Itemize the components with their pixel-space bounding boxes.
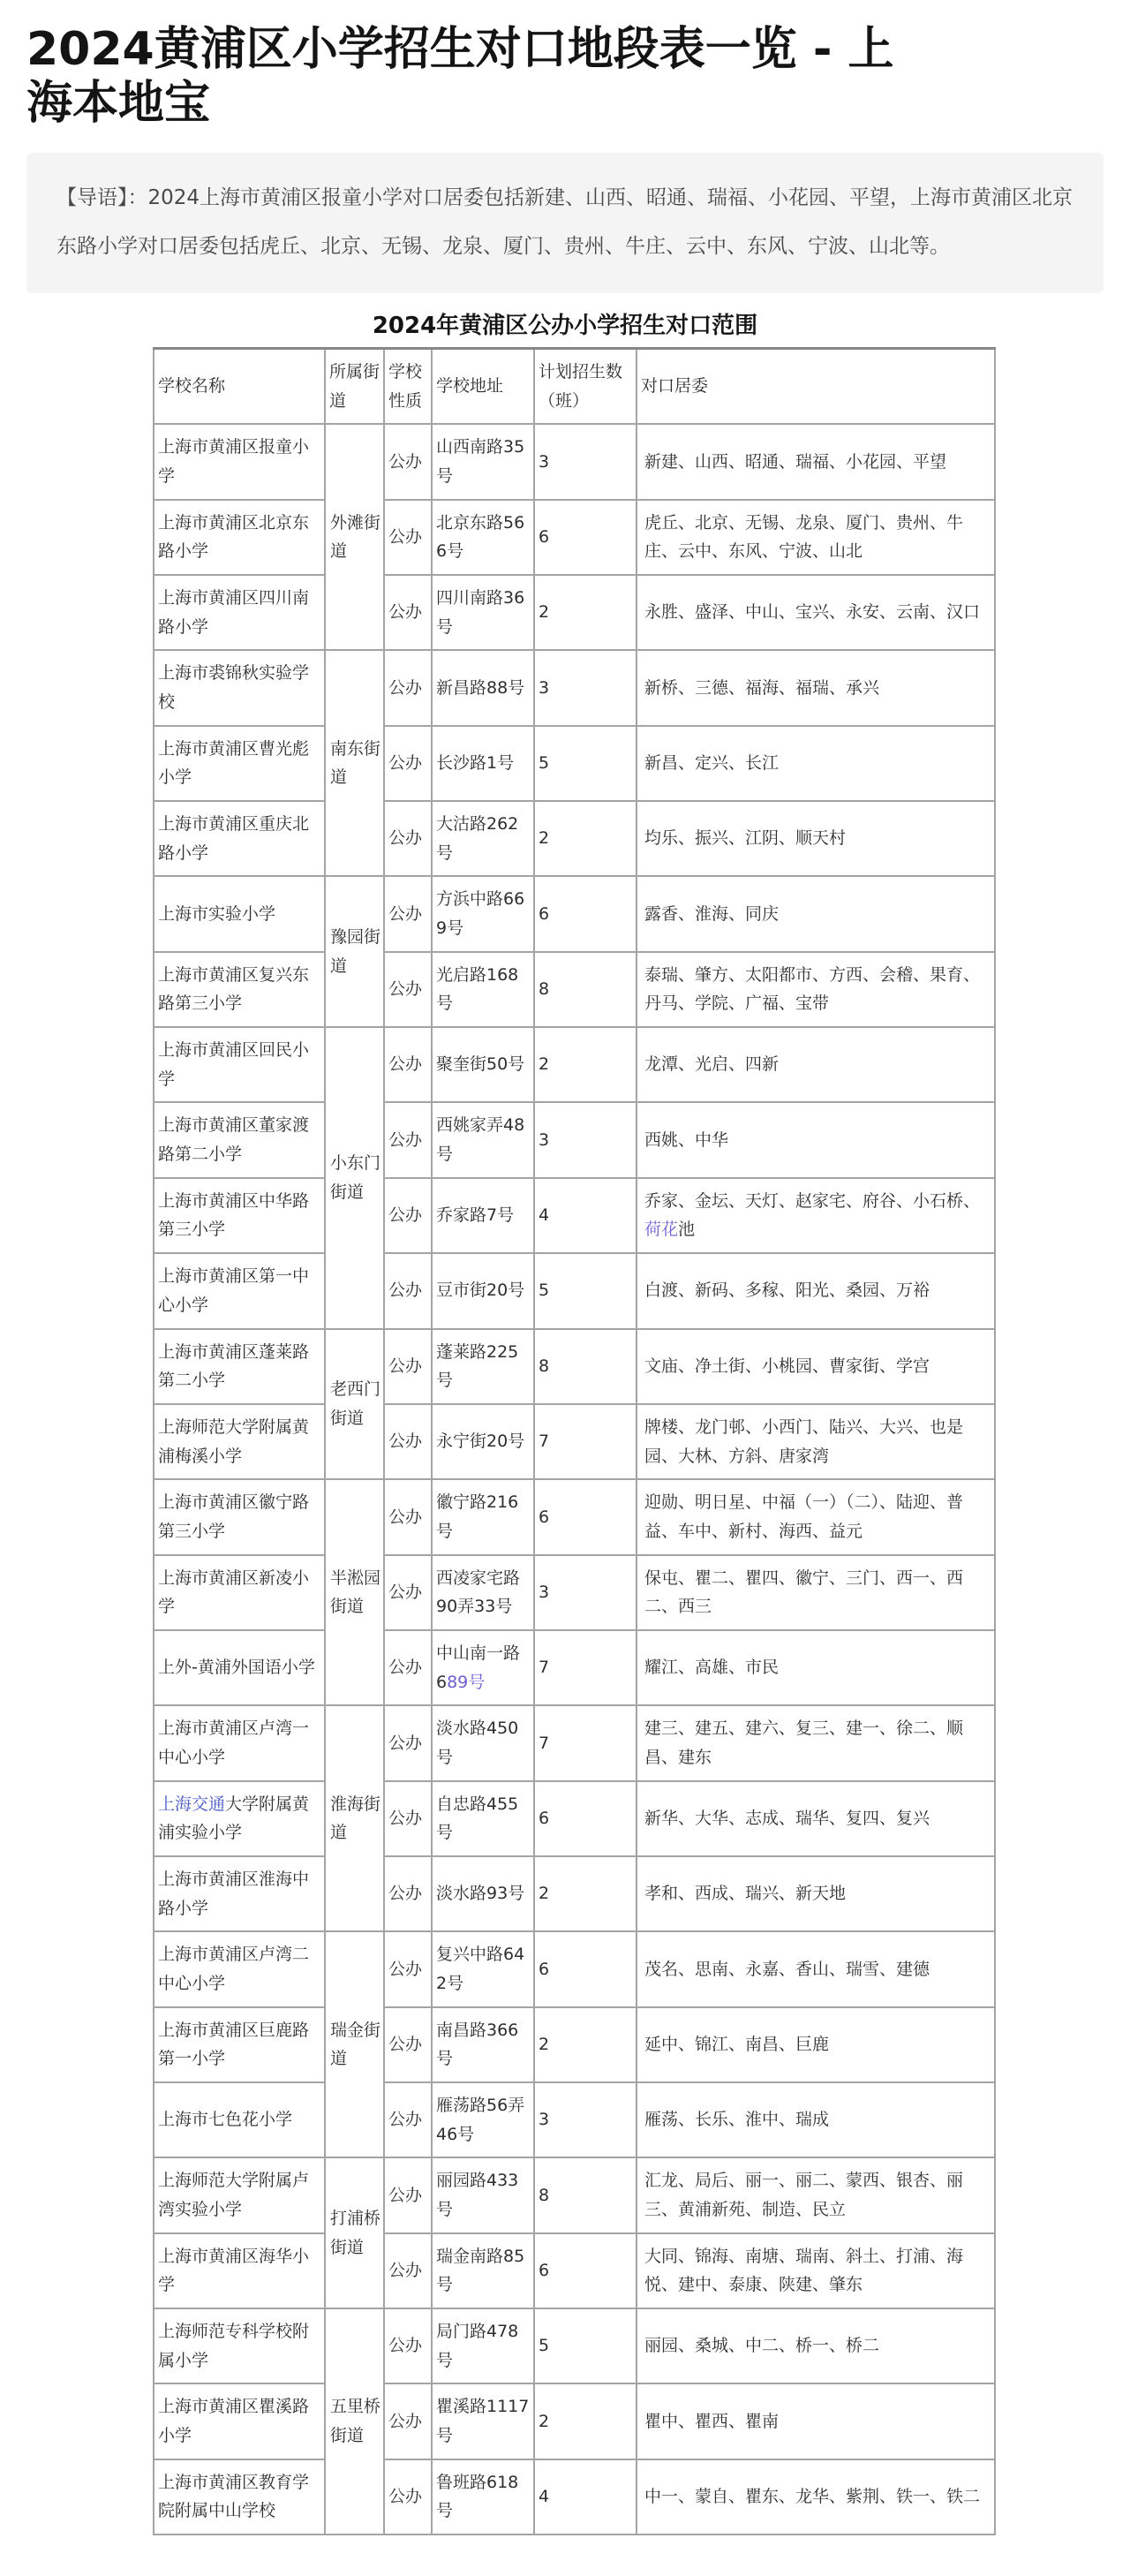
school-table-body	[154, 424, 995, 2534]
school-type-cell: 公办	[384, 726, 432, 801]
committees-cell: 龙潭、光启、四新	[637, 1027, 995, 1102]
table-row	[154, 2082, 995, 2157]
school-name-cell: 上海市黄浦区新凌小学	[154, 1555, 325, 1630]
school-type-cell: 公办	[384, 1705, 432, 1780]
school-type-cell: 公办	[384, 1027, 432, 1102]
street-cell: 南东街道	[325, 650, 384, 876]
committees-cell: 汇龙、局后、丽一、丽二、蒙西、银杏、丽三、黄浦新苑、制造、民立	[637, 2157, 995, 2232]
street-cell: 五里桥街道	[325, 2308, 384, 2534]
class-count-cell: 7	[534, 1404, 637, 1479]
street-cell: 小东门街道	[325, 1027, 384, 1328]
street-cell: 淮海街道	[325, 1705, 384, 1931]
school-type-cell: 公办	[384, 575, 432, 650]
committees-cell: 迎勋、明日星、中福（一）（二）、陆迎、普益、车中、新村、海西、益元	[637, 1479, 995, 1554]
school-address-cell: 北京东路566号	[432, 500, 534, 575]
table-row	[154, 2383, 995, 2459]
committees-cell: 新桥、三德、福海、福瑞、承兴	[637, 650, 995, 725]
class-count-cell: 4	[534, 2459, 637, 2534]
school-address-cell: 复兴中路642号	[432, 1931, 534, 2006]
school-name-cell: 上海市黄浦区淮海中路小学	[154, 1856, 325, 1931]
column-header-school-name: 学校名称	[154, 349, 325, 425]
class-count-cell: 3	[534, 1102, 637, 1177]
committees-cell: 西姚、中华	[637, 1102, 995, 1177]
school-type-cell: 公办	[384, 2082, 432, 2157]
school-name-cell: 上海市黄浦区报童小学	[154, 424, 325, 499]
table-row	[154, 2233, 995, 2308]
table-row	[154, 575, 995, 650]
school-type-cell: 公办	[384, 1555, 432, 1630]
column-header-committees: 对口居委	[637, 349, 995, 425]
class-count-cell: 8	[534, 1329, 637, 1404]
cell-text: 池	[678, 1220, 696, 1240]
school-type-cell: 公办	[384, 1102, 432, 1177]
class-count-cell: 3	[534, 650, 637, 725]
school-name-cell: 上海市黄浦区四川南路小学	[154, 575, 325, 650]
school-address-cell: 徽宁路216号	[432, 1479, 534, 1554]
school-type-cell: 公办	[384, 2007, 432, 2082]
class-count-cell: 5	[534, 1253, 637, 1328]
committees-cell: 大同、锦海、南塘、瑞南、斜土、打浦、海悦、建中、泰康、陕建、肇东	[637, 2233, 995, 2308]
school-address-cell: 瑞金南路85号	[432, 2233, 534, 2308]
committees-cell: 保屯、瞿二、瞿四、徽宁、三门、西一、西二、西三	[637, 1555, 995, 1630]
cell-text: 大学附属黄浦实验小学	[158, 1794, 310, 1843]
school-address-cell: 雁荡路56弄46号	[432, 2082, 534, 2157]
school-address-cell: 鲁班路618号	[432, 2459, 534, 2534]
committees-cell: 中一、蒙自、瞿东、龙华、紫荆、铁一、铁二	[637, 2459, 995, 2534]
school-address-cell: 聚奎街50号	[432, 1027, 534, 1102]
school-type-cell: 公办	[384, 1931, 432, 2006]
article-page	[0, 23, 1130, 2576]
street-cell: 豫园街道	[325, 876, 384, 1027]
street-cell: 瑞金街道	[325, 1931, 384, 2157]
street-cell: 外滩街道	[325, 424, 384, 650]
school-address-cell	[432, 1630, 534, 1705]
inline-link[interactable]: 荷花	[644, 1220, 679, 1240]
school-name-cell: 上海市黄浦区巨鹿路第一小学	[154, 2007, 325, 2082]
committees-cell: 瞿中、瞿西、瞿南	[637, 2383, 995, 2459]
school-address-cell: 永宁街20号	[432, 1404, 534, 1479]
street-cell: 老西门街道	[325, 1329, 384, 1480]
school-type-cell: 公办	[384, 424, 432, 499]
committees-cell: 延中、锦江、南昌、巨鹿	[637, 2007, 995, 2082]
table-row	[154, 952, 995, 1027]
table-row	[154, 1102, 995, 1177]
street-cell: 半淞园街道	[325, 1479, 384, 1705]
school-type-cell: 公办	[384, 1856, 432, 1931]
table-row	[154, 2308, 995, 2383]
school-address-cell: 局门路478号	[432, 2308, 534, 2383]
inline-link[interactable]: 89号	[447, 1672, 486, 1692]
class-count-cell: 2	[534, 801, 637, 876]
table-row	[154, 424, 995, 499]
committees-cell: 牌楼、龙门邨、小西门、陆兴、大兴、也是园、大林、方斜、唐家湾	[637, 1404, 995, 1479]
school-type-cell: 公办	[384, 801, 432, 876]
school-address-cell: 新昌路88号	[432, 650, 534, 725]
school-type-cell: 公办	[384, 1479, 432, 1554]
class-count-cell: 6	[534, 2233, 637, 2308]
school-name-cell: 上海师范大学附属卢湾实验小学	[154, 2157, 325, 2232]
school-name-cell: 上海市黄浦区卢湾二中心小学	[154, 1931, 325, 2006]
school-type-cell: 公办	[384, 876, 432, 951]
class-count-cell: 2	[534, 2383, 637, 2459]
school-table	[153, 347, 996, 2535]
school-name-cell: 上海师范专科学校附属小学	[154, 2308, 325, 2383]
class-count-cell: 3	[534, 1555, 637, 1630]
class-count-cell: 7	[534, 1705, 637, 1780]
committees-cell: 耀江、高雄、市民	[637, 1630, 995, 1705]
class-count-cell: 6	[534, 1781, 637, 1856]
school-address-cell: 南昌路366号	[432, 2007, 534, 2082]
school-address-cell: 光启路168号	[432, 952, 534, 1027]
school-name-cell: 上海市黄浦区曹光彪小学	[154, 726, 325, 801]
class-count-cell: 5	[534, 2308, 637, 2383]
table-row	[154, 726, 995, 801]
school-name-cell: 上海市黄浦区北京东路小学	[154, 500, 325, 575]
committees-cell: 虎丘、北京、无锡、龙泉、厦门、贵州、牛庄、云中、东风、宁波、山北	[637, 500, 995, 575]
school-name-cell: 上海市黄浦区蓬莱路第二小学	[154, 1329, 325, 1404]
school-address-cell: 瞿溪路1117号	[432, 2383, 534, 2459]
class-count-cell: 2	[534, 1027, 637, 1102]
page-title: 2024黄浦区小学招生对口地段表一览 - 上海本地宝	[26, 23, 894, 131]
column-header-class-count: 计划招生数（班）	[534, 349, 637, 425]
table-title: 2024年黄浦区公办小学招生对口范围	[372, 313, 758, 340]
table-row	[154, 650, 995, 725]
school-type-cell: 公办	[384, 2157, 432, 2232]
school-name-cell: 上海市黄浦区卢湾一中心小学	[154, 1705, 325, 1780]
school-type-cell: 公办	[384, 952, 432, 1027]
committees-cell: 均乐、振兴、江阴、顺天村	[637, 801, 995, 876]
class-count-cell: 3	[534, 424, 637, 499]
school-type-cell: 公办	[384, 500, 432, 575]
school-address-cell: 西姚家弄48号	[432, 1102, 534, 1177]
table-row	[154, 2157, 995, 2232]
school-address-cell: 淡水路450号	[432, 1705, 534, 1780]
committees-cell: 孝和、西成、瑞兴、新天地	[637, 1856, 995, 1931]
school-address-cell: 西凌家宅路90弄33号	[432, 1555, 534, 1630]
table-row	[154, 1329, 995, 1404]
street-cell: 打浦桥街道	[325, 2157, 384, 2308]
school-address-cell: 豆市街20号	[432, 1253, 534, 1328]
table-row	[154, 1630, 995, 1705]
school-name-cell: 上海市黄浦区第一中心小学	[154, 1253, 325, 1328]
committees-cell: 露香、淮海、同庆	[637, 876, 995, 951]
class-count-cell: 6	[534, 1479, 637, 1554]
table-header-row	[154, 349, 995, 425]
school-address-cell: 四川南路36号	[432, 575, 534, 650]
table-row	[154, 1479, 995, 1554]
committees-cell: 丽园、桑城、中二、桥一、桥二	[637, 2308, 995, 2383]
table-row	[154, 2007, 995, 2082]
school-address-cell: 乔家路7号	[432, 1178, 534, 1253]
table-row	[154, 801, 995, 876]
school-name-cell: 上海市黄浦区复兴东路第三小学	[154, 952, 325, 1027]
school-address-cell: 丽园路433号	[432, 2157, 534, 2232]
table-row	[154, 1178, 995, 1253]
school-type-cell: 公办	[384, 1781, 432, 1856]
table-row	[154, 1253, 995, 1328]
school-name-cell: 上海市黄浦区瞿溪路小学	[154, 2383, 325, 2459]
school-name-cell	[154, 1781, 325, 1856]
committees-cell: 文庙、净土街、小桃园、曹家街、学宫	[637, 1329, 995, 1404]
class-count-cell: 6	[534, 876, 637, 951]
class-count-cell: 8	[534, 2157, 637, 2232]
committees-cell	[637, 1178, 995, 1253]
table-row	[154, 1555, 995, 1630]
school-address-cell: 自忠路455号	[432, 1781, 534, 1856]
school-name-cell: 上海市黄浦区中华路第三小学	[154, 1178, 325, 1253]
class-count-cell: 2	[534, 575, 637, 650]
table-row	[154, 1404, 995, 1479]
school-name-cell: 上海市黄浦区徽宁路第三小学	[154, 1479, 325, 1554]
table-row	[154, 876, 995, 951]
school-type-cell: 公办	[384, 2383, 432, 2459]
committees-cell: 雁荡、长乐、淮中、瑞成	[637, 2082, 995, 2157]
class-count-cell: 6	[534, 500, 637, 575]
intro-text: 【导语】：2024上海市黄浦区报童小学对口居委包括新建、山西、昭通、瑞福、小花园、平望，上海市黄浦区北京东路小学对口居委包括虎丘、北京、无锡、龙泉、厦门、贵州、牛庄、云中、东风、宁波、山北等。	[56, 185, 1074, 259]
cell-text: 乔家、金坛、天灯、赵家宅、府谷、小石桥、	[644, 1190, 981, 1211]
committees-cell: 茂名、思南、永嘉、香山、瑞雪、建德	[637, 1931, 995, 2006]
class-count-cell: 7	[534, 1630, 637, 1705]
committees-cell: 白渡、新码、多稼、阳光、桑园、万裕	[637, 1253, 995, 1328]
school-type-cell: 公办	[384, 2233, 432, 2308]
school-name-cell: 上海市七色花小学	[154, 2082, 325, 2157]
school-type-cell: 公办	[384, 1253, 432, 1328]
table-row	[154, 1027, 995, 1102]
table-row	[154, 1931, 995, 2006]
school-type-cell: 公办	[384, 1178, 432, 1253]
class-count-cell: 4	[534, 1178, 637, 1253]
school-name-cell: 上海师范大学附属黄浦梅溪小学	[154, 1404, 325, 1479]
committees-cell: 新华、大华、志成、瑞华、复四、复兴	[637, 1781, 995, 1856]
column-header-street: 所属街道	[325, 349, 384, 425]
class-count-cell: 3	[534, 2082, 637, 2157]
class-count-cell: 2	[534, 2007, 637, 2082]
class-count-cell: 2	[534, 1856, 637, 1931]
intro-box	[26, 153, 1104, 293]
committees-cell: 新建、山西、昭通、瑞福、小花园、平望	[637, 424, 995, 499]
inline-link[interactable]: 上海交通	[158, 1794, 226, 1814]
table-row	[154, 1856, 995, 1931]
school-type-cell: 公办	[384, 2308, 432, 2383]
table-row	[154, 2459, 995, 2534]
committees-cell: 新昌、定兴、长江	[637, 726, 995, 801]
column-header-address: 学校地址	[432, 349, 534, 425]
school-address-cell: 长沙路1号	[432, 726, 534, 801]
class-count-cell: 5	[534, 726, 637, 801]
school-address-cell: 蓬莱路225号	[432, 1329, 534, 1404]
school-name-cell: 上海市实验小学	[154, 876, 325, 951]
school-type-cell: 公办	[384, 2459, 432, 2534]
school-address-cell: 大沽路262号	[432, 801, 534, 876]
school-name-cell: 上海市裘锦秋实验学校	[154, 650, 325, 725]
class-count-cell: 8	[534, 952, 637, 1027]
school-name-cell: 上海市黄浦区海华小学	[154, 2233, 325, 2308]
school-name-cell: 上海市黄浦区董家渡路第二小学	[154, 1102, 325, 1177]
column-header-school-type: 学校性质	[384, 349, 432, 425]
school-type-cell: 公办	[384, 1329, 432, 1404]
table-row	[154, 1781, 995, 1856]
school-type-cell: 公办	[384, 650, 432, 725]
cell-text: 中山南一路6	[436, 1643, 521, 1692]
school-type-cell: 公办	[384, 1404, 432, 1479]
school-name-cell: 上海市黄浦区教育学院附属中山学校	[154, 2459, 325, 2534]
committees-cell: 建三、建五、建六、复三、建一、徐二、顺昌、建东	[637, 1705, 995, 1780]
table-row	[154, 500, 995, 575]
school-address-cell: 方浜中路669号	[432, 876, 534, 951]
school-type-cell: 公办	[384, 1630, 432, 1705]
school-name-cell: 上海市黄浦区回民小学	[154, 1027, 325, 1102]
school-address-cell: 山西南路35号	[432, 424, 534, 499]
table-row	[154, 1705, 995, 1780]
committees-cell: 永胜、盛泽、中山、宝兴、永安、云南、汉口	[637, 575, 995, 650]
school-name-cell: 上海市黄浦区重庆北路小学	[154, 801, 325, 876]
committees-cell: 泰瑞、肇方、太阳都市、方西、会稽、果育、丹马、学院、广福、宝带	[637, 952, 995, 1027]
school-name-cell: 上外-黄浦外国语小学	[154, 1630, 325, 1705]
class-count-cell: 6	[534, 1931, 637, 2006]
school-address-cell: 淡水路93号	[432, 1856, 534, 1931]
